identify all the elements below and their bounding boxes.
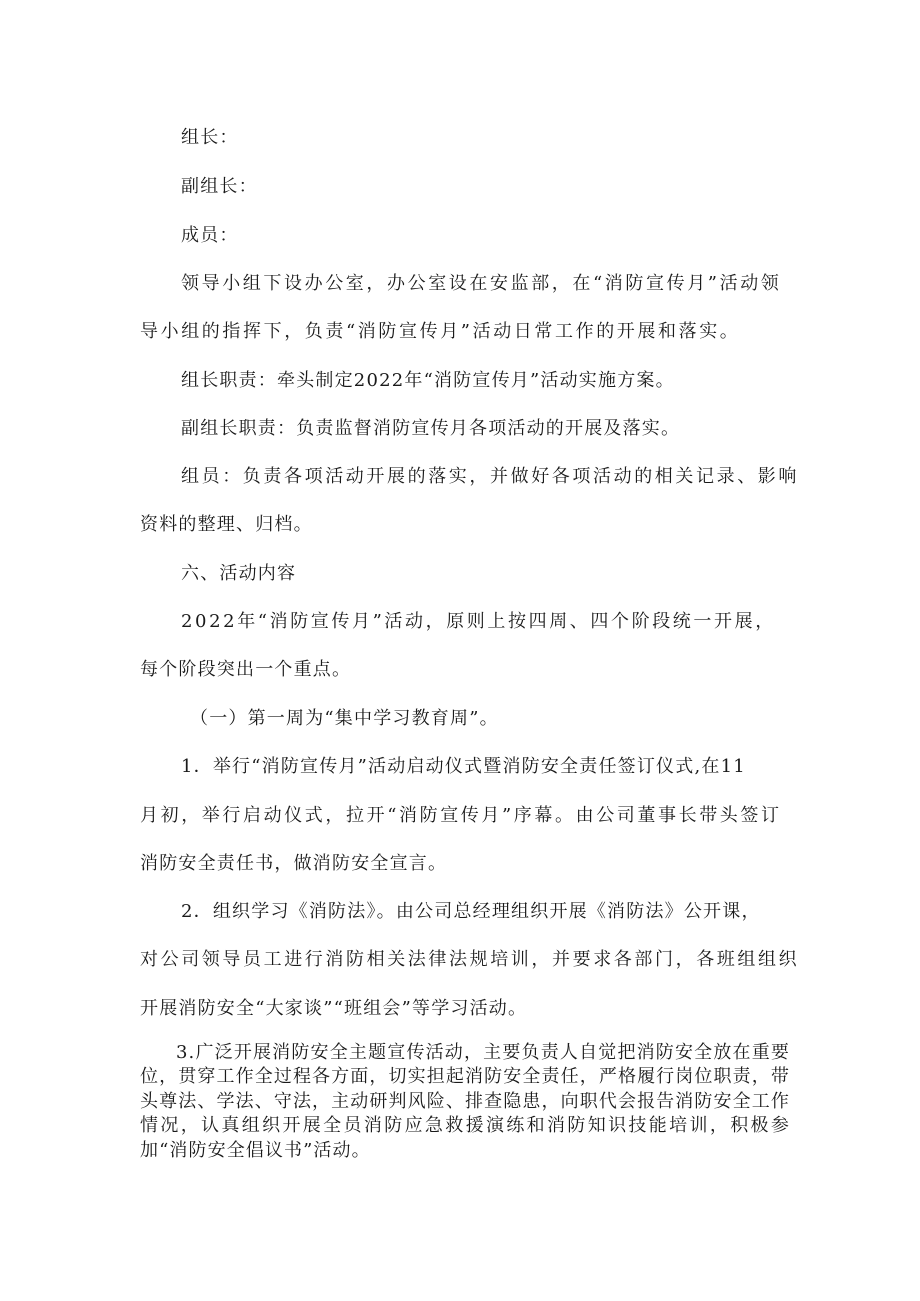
text-line: 每个阶段突出一个重点。	[140, 659, 352, 680]
text-line: 2022年“消防宣传月”活动，原则上按四周、四个阶段统一开展，	[181, 611, 776, 632]
paragraph-3-text: 3.广泛开展消防安全主题宣传活动，主要负责人自觉把消防安全放在重要位，贯穿工作全过程各方面，切实担起消防安全责任，严格履行岗位职责，带头尊法、学法、守法，主动研判风险、排查隐患，向职代会报告消防安全工作情况，认真组织开展全员消防应急救援演练和消防知识技能培训，积极参加“消防安全倡议书”活动。	[140, 1042, 790, 1161]
subsection-heading: （一）第一周为“集中学习教育周”。	[190, 708, 499, 729]
text-line: 开展消防安全“大家谈”“班组会”等学习活动。	[140, 998, 528, 1019]
text-line: 组员：负责各项活动开展的落实，并做好各项活动的相关记录、影响	[181, 466, 799, 487]
text-line: 组长职责：牵头制定2022年“消防宣传月”活动实施方案。	[181, 370, 675, 391]
text-line: 月初，举行启动仪式，拉开“消防宣传月”序幕。由公司董事长带头签订	[140, 805, 782, 826]
section-heading: 六、活动内容	[181, 563, 297, 584]
text-line: 1．举行“消防宣传月”活动启动仪式暨消防安全责任签订仪式,在11	[181, 756, 746, 777]
text-line: 领导小组下设办公室，办公室设在安监部，在“消防宣传月”活动领	[181, 273, 782, 294]
text-line: 副组长职责：负责监督消防宣传月各项活动的开展及落实。	[181, 418, 681, 439]
text-line: 2．组织学习《消防法》。由公司总经理组织开展《消防法》公开课，	[181, 901, 761, 922]
text-line: 导小组的指挥下，负责“消防宣传月”活动日常工作的开展和落实。	[140, 321, 741, 342]
text-line: 成员：	[181, 225, 239, 246]
paragraph-3	[140, 1041, 790, 1163]
text-line: 对公司领导员工进行消防相关法律法规培训，并要求各部门，各班组组织	[140, 949, 800, 970]
text-line: 消防安全责任书，做消防安全宣言。	[140, 853, 448, 874]
text-line: 资料的整理、归档。	[140, 514, 313, 535]
text-line: 副组长：	[181, 176, 258, 197]
text-line: 组长：	[181, 127, 239, 148]
